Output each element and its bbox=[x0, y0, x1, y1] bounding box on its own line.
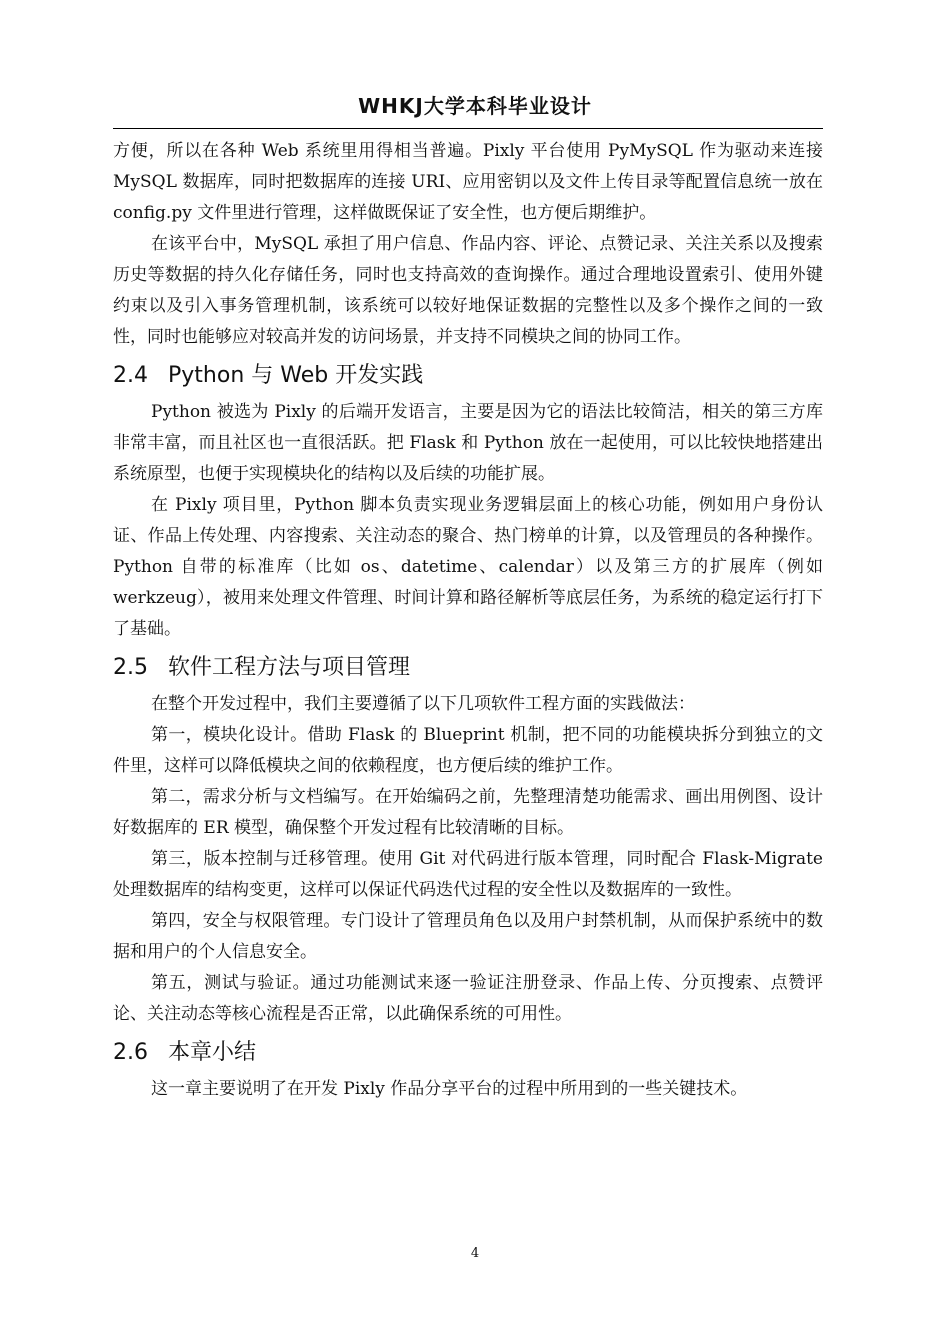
page-header-title: WHKJ大学本科毕业设计 bbox=[358, 94, 592, 118]
section-number: 2.5 bbox=[113, 655, 148, 680]
paragraph-3: Python 被选为 Pixly 的后端开发语言，主要是因为它的语法比较简洁，相关的第三方库非常丰富，而且社区也一直很活跃。把 Flask 和 Python 放在一起使用，可以比较快地搭建出系统原型，也便于实现模块化的结构以及后续的功能扩展。 bbox=[113, 402, 823, 484]
paragraph-4: 在 Pixly 项目里，Python 脚本负责实现业务逻辑层面上的核心功能，例如用户身份认证、作品上传处理、内容搜索、关注动态的聚合、热门榜单的计算，以及管理员的各种操作。Python 自带的标准库（比如 os、datetime、calendar）以及第三方的扩展库（例如 werkzeug），被用来处理文件管理、时间计算和路径解析等底层任务，为系统的稳定运行打下了基础。 bbox=[113, 495, 823, 639]
paragraph-11: 这一章主要说明了在开发 Pixly 作品分享平台的过程中所用到的一些关键技术。 bbox=[151, 1079, 748, 1099]
document-body bbox=[113, 136, 823, 1105]
paragraph-5: 在整个开发过程中，我们主要遵循了以下几项软件工程方面的实践做法： bbox=[151, 694, 695, 714]
section-title: 本章小结 bbox=[168, 1040, 257, 1065]
section-heading-2-6 bbox=[113, 1036, 823, 1070]
paragraph-10: 第五，测试与验证。通过功能测试来逐一验证注册登录、作品上传、分页搜索、点赞评论、关注动态等核心流程是否正常，以此确保系统的可用性。 bbox=[113, 973, 823, 1024]
section-title: 软件工程方法与项目管理 bbox=[168, 655, 411, 680]
paragraph-8: 第三，版本控制与迁移管理。使用 Git 对代码进行版本管理，同时配合 Flask-Migrate 处理数据库的结构变更，这样可以保证代码迭代过程的安全性以及数据库的一致性。 bbox=[113, 849, 823, 900]
section-number: 2.4 bbox=[113, 363, 148, 388]
section-heading-2-4 bbox=[113, 359, 823, 393]
section-title: Python 与 Web 开发实践 bbox=[168, 363, 424, 388]
header-rule bbox=[113, 128, 823, 129]
paragraph-9: 第四，安全与权限管理。专门设计了管理员角色以及用户封禁机制，从而保护系统中的数据和用户的个人信息安全。 bbox=[113, 911, 823, 962]
paragraph-2: 在该平台中，MySQL 承担了用户信息、作品内容、评论、点赞记录、关注关系以及搜索历史等数据的持久化存储任务，同时也支持高效的查询操作。通过合理地设置索引、使用外键约束以及引入事务管理机制，该系统可以较好地保证数据的完整性以及多个操作之间的一致性，同时也能够应对较高并发的访问场景，并支持不同模块之间的协同工作。 bbox=[113, 234, 823, 347]
page-number: 4 bbox=[470, 1246, 480, 1261]
paragraph-1: 方便，所以在各种 Web 系统里用得相当普遍。Pixly 平台使用 PyMySQL 作为驱动来连接 MySQL 数据库，同时把数据库的连接 URI、应用密钥以及文件上传目录等配置信息统一放在 config.py 文件里进行管理，这样做既保证了安全性，也方便后期维护。 bbox=[113, 141, 823, 223]
paragraph-7: 第二，需求分析与文档编写。在开始编码之前，先整理清楚功能需求、画出用例图、设计好数据库的 ER 模型，确保整个开发过程有比较清晰的目标。 bbox=[113, 787, 823, 838]
section-heading-2-5 bbox=[113, 651, 823, 685]
paragraph-6: 第一，模块化设计。借助 Flask 的 Blueprint 机制，把不同的功能模块拆分到独立的文件里，这样可以降低模块之间的依赖程度，也方便后续的维护工作。 bbox=[113, 725, 823, 776]
section-number: 2.6 bbox=[113, 1040, 148, 1065]
